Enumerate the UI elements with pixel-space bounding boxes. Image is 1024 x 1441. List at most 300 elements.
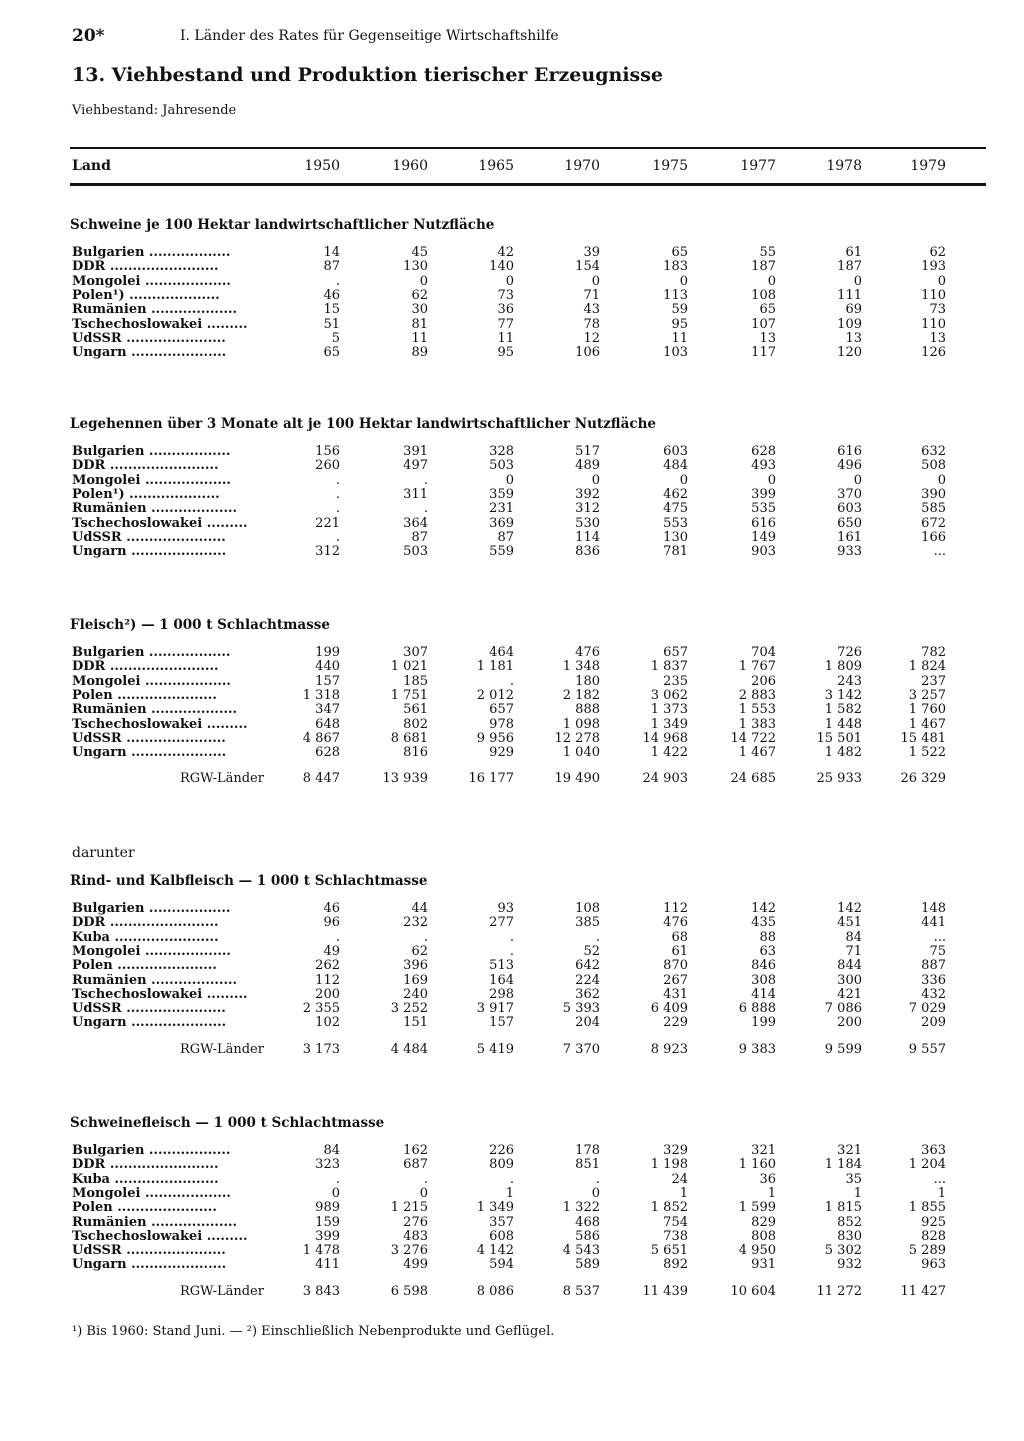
table-cell: 642 — [575, 958, 600, 974]
table-cell: 809 — [489, 1157, 514, 1173]
table-cell: 616 — [751, 515, 776, 531]
table-cell: 307 — [403, 645, 428, 660]
table-cell: 1 021 — [390, 659, 428, 675]
table-cell: 140 — [489, 259, 514, 275]
row-label: Polen ...................... — [72, 688, 217, 703]
table-cell: 8 681 — [390, 730, 428, 746]
table-cell: 312 — [315, 544, 340, 560]
table-cell: 489 — [575, 458, 600, 474]
row-label: DDR ........................ — [72, 459, 219, 474]
table-cell: 0 — [679, 472, 688, 488]
table-cell: 300 — [837, 972, 862, 988]
table-cell: 390 — [921, 486, 946, 502]
total-row — [0, 1285, 1024, 1299]
table-cell: 4 142 — [476, 1243, 514, 1259]
total-row — [0, 1043, 1024, 1057]
table-cell: 559 — [489, 544, 514, 560]
total-cell: 24 685 — [730, 771, 776, 787]
table-cell: 7 029 — [908, 1001, 946, 1017]
table-cell: 110 — [921, 316, 946, 332]
row-label: Mongolei ................... — [72, 944, 231, 959]
table-cell: 15 501 — [816, 730, 862, 746]
table-cell: 432 — [921, 986, 946, 1002]
table-cell: 200 — [837, 1015, 862, 1031]
table-cell: 0 — [505, 472, 514, 488]
table-cell: 204 — [575, 1015, 600, 1031]
table-cell: 221 — [315, 515, 340, 531]
row-label: Kuba ....................... — [72, 1172, 219, 1187]
table-cell: 887 — [921, 958, 946, 974]
table-cell: 311 — [403, 486, 428, 502]
table-cell: 298 — [489, 986, 514, 1002]
row-label: DDR ........................ — [72, 660, 219, 675]
table-row — [0, 1144, 1024, 1158]
table-cell: 1 852 — [650, 1200, 688, 1216]
table-row — [0, 703, 1024, 717]
table-cell: 1 855 — [908, 1200, 946, 1216]
row-label: UdSSR ...................... — [72, 331, 226, 346]
row-label: Bulgarien .................. — [72, 902, 231, 916]
table-row — [0, 517, 1024, 531]
table-cell: 628 — [751, 444, 776, 459]
table-cell: 11 — [497, 330, 514, 346]
table-cell: 414 — [751, 986, 776, 1002]
total-cell: 24 903 — [642, 771, 688, 787]
table-cell: 359 — [489, 486, 514, 502]
table-cell: 169 — [403, 972, 428, 988]
table-cell: 1 824 — [908, 659, 946, 675]
row-label: Mongolei ................... — [72, 473, 231, 488]
table-cell: 62 — [929, 245, 946, 260]
table-cell: 226 — [489, 1143, 514, 1158]
table-cell: 1 478 — [302, 1243, 340, 1259]
table-cell: 117 — [751, 345, 776, 361]
table-cell: 589 — [575, 1257, 600, 1273]
table-cell: 1 373 — [650, 702, 688, 718]
row-label: Rumänien ................... — [72, 502, 238, 517]
table-cell: 687 — [403, 1157, 428, 1173]
row-label: Polen¹) .................... — [72, 487, 220, 502]
row-label: Rumänien ................... — [72, 703, 238, 718]
table-cell: 830 — [837, 1228, 862, 1244]
table-cell: 892 — [663, 1257, 688, 1273]
row-label: Tschechoslowakei ......... — [72, 516, 248, 531]
table-cell: 888 — [575, 702, 600, 718]
table-cell: 65 — [759, 302, 776, 318]
total-cell: 19 490 — [554, 771, 600, 787]
table-cell: 49 — [323, 943, 340, 959]
total-cell: 4 484 — [390, 1041, 428, 1057]
table-row — [0, 445, 1024, 459]
table-cell: 464 — [489, 645, 514, 660]
table-cell: 925 — [921, 1214, 946, 1230]
table-cell: 704 — [751, 645, 776, 660]
table-row — [0, 746, 1024, 760]
table-cell: 0 — [767, 273, 776, 289]
section-title: Legehennen über 3 Monate alt je 100 Hektar landwirtschaftlicher Nutzfläche — [70, 416, 656, 432]
table-cell: 484 — [663, 458, 688, 474]
table-cell: 431 — [663, 986, 688, 1002]
table-cell: 0 — [419, 273, 428, 289]
table-cell: 14 968 — [642, 730, 688, 746]
table-cell: . — [335, 1171, 340, 1187]
table-cell: 103 — [663, 345, 688, 361]
table-cell: 836 — [575, 544, 600, 560]
table-cell: . — [335, 273, 340, 289]
table-cell: 1 181 — [476, 659, 514, 675]
table-cell: 142 — [837, 901, 862, 916]
table-cell: 157 — [489, 1015, 514, 1031]
table-cell: 931 — [751, 1257, 776, 1273]
table-cell: 62 — [411, 287, 428, 303]
table-cell: 2 883 — [738, 687, 776, 703]
table-cell: 267 — [663, 972, 688, 988]
row-label: Rumänien ................... — [72, 1215, 238, 1230]
table-cell: 71 — [583, 287, 600, 303]
table-cell: 963 — [921, 1257, 946, 1273]
table-cell: 754 — [663, 1214, 688, 1230]
column-head-year: 1950 — [304, 158, 340, 174]
table-cell: 95 — [671, 316, 688, 332]
table-cell: 1 467 — [738, 745, 776, 761]
total-cell: 9 383 — [738, 1041, 776, 1057]
table-cell: 13 — [759, 330, 776, 346]
table-cell: . — [335, 486, 340, 502]
table-cell: 262 — [315, 958, 340, 974]
table-cell: 88 — [759, 929, 776, 945]
table-row — [0, 988, 1024, 1002]
table-cell: 513 — [489, 958, 514, 974]
table-cell: 4 950 — [738, 1243, 776, 1259]
table-cell: 87 — [497, 529, 514, 545]
table-cell: 483 — [403, 1228, 428, 1244]
row-label: UdSSR ...................... — [72, 1244, 226, 1259]
row-label: Tschechoslowakei ......... — [72, 717, 248, 732]
table-cell: 68 — [671, 929, 688, 945]
table-row — [0, 260, 1024, 274]
table-cell: 52 — [583, 943, 600, 959]
total-cell: 6 598 — [390, 1283, 428, 1299]
table-cell: 185 — [403, 673, 428, 689]
table-cell: 130 — [403, 259, 428, 275]
column-head-land: Land — [72, 158, 111, 174]
row-label: Polen¹) .................... — [72, 288, 220, 303]
row-label: Bulgarien .................. — [72, 445, 231, 459]
table-cell: 5 651 — [650, 1243, 688, 1259]
table-cell: 65 — [671, 245, 688, 260]
table-cell: 0 — [853, 273, 862, 289]
table-row — [0, 916, 1024, 930]
table-cell: 535 — [751, 501, 776, 517]
table-cell: 441 — [921, 915, 946, 931]
row-label: Kuba ....................... — [72, 930, 219, 945]
table-cell: 929 — [489, 745, 514, 761]
section-prefix: darunter — [72, 845, 135, 861]
table-cell: 4 543 — [562, 1243, 600, 1259]
table-cell: 6 888 — [738, 1001, 776, 1017]
table-cell: 1 349 — [476, 1200, 514, 1216]
table-cell: 321 — [751, 1143, 776, 1158]
table-cell: 65 — [323, 345, 340, 361]
table-cell: 989 — [315, 1200, 340, 1216]
table-cell: 157 — [315, 673, 340, 689]
table-row — [0, 974, 1024, 988]
row-label: Tschechoslowakei ......... — [72, 987, 248, 1002]
column-head-year: 1965 — [478, 158, 514, 174]
table-title: 13. Viehbestand und Produktion tierischer Erzeugnisse — [72, 64, 664, 86]
table-cell: 1 040 — [562, 745, 600, 761]
table-cell: 1 349 — [650, 716, 688, 732]
column-head-year: 1978 — [826, 158, 862, 174]
table-cell: ... — [933, 544, 946, 560]
table-cell: 1 422 — [650, 745, 688, 761]
table-cell: 120 — [837, 345, 862, 361]
total-label: RGW-Länder — [180, 1284, 264, 1299]
table-cell: 323 — [315, 1157, 340, 1173]
table-cell: 3 917 — [476, 1001, 514, 1017]
table-cell: 73 — [929, 302, 946, 318]
column-head-year: 1975 — [652, 158, 688, 174]
table-cell: 370 — [837, 486, 862, 502]
table-cell: 476 — [575, 645, 600, 660]
column-head-year: 1979 — [910, 158, 946, 174]
total-cell: 5 419 — [476, 1041, 514, 1057]
table-cell: 530 — [575, 515, 600, 531]
table-row — [0, 275, 1024, 289]
table-cell: 496 — [837, 458, 862, 474]
table-cell: 1 198 — [650, 1157, 688, 1173]
table-cell: 594 — [489, 1257, 514, 1273]
table-row — [0, 502, 1024, 516]
table-row — [0, 459, 1024, 473]
table-cell: 1 522 — [908, 745, 946, 761]
table-cell: 1 098 — [562, 716, 600, 732]
table-cell: 5 302 — [824, 1243, 862, 1259]
table-cell: . — [335, 501, 340, 517]
table-cell: 148 — [921, 901, 946, 916]
table-cell: . — [595, 929, 600, 945]
table-row — [0, 732, 1024, 746]
table-cell: 1 751 — [390, 687, 428, 703]
table-cell: 308 — [751, 972, 776, 988]
total-cell: 9 557 — [908, 1041, 946, 1057]
table-cell: 71 — [845, 943, 862, 959]
table-cell: 399 — [751, 486, 776, 502]
table-cell: 399 — [315, 1228, 340, 1244]
table-cell: 503 — [403, 544, 428, 560]
table-cell: 553 — [663, 515, 688, 531]
table-cell: 1 553 — [738, 702, 776, 718]
table-cell: 782 — [921, 645, 946, 660]
table-cell: 1 204 — [908, 1157, 946, 1173]
table-cell: 3 257 — [908, 687, 946, 703]
table-cell: 224 — [575, 972, 600, 988]
table-cell: 932 — [837, 1257, 862, 1273]
table-cell: 1 482 — [824, 745, 862, 761]
table-cell: 96 — [323, 915, 340, 931]
table-cell: 12 — [583, 330, 600, 346]
column-head-year: 1960 — [392, 158, 428, 174]
table-cell: 978 — [489, 716, 514, 732]
table-cell: 39 — [583, 245, 600, 260]
table-cell: 1 815 — [824, 1200, 862, 1216]
row-label: DDR ........................ — [72, 1158, 219, 1173]
row-label: Bulgarien .................. — [72, 646, 231, 660]
row-label: Tschechoslowakei ......... — [72, 1229, 248, 1244]
table-cell: 808 — [751, 1228, 776, 1244]
table-cell: 209 — [921, 1015, 946, 1031]
table-cell: 1 809 — [824, 659, 862, 675]
table-cell: . — [509, 673, 514, 689]
total-cell: 10 604 — [730, 1283, 776, 1299]
table-cell: 36 — [759, 1171, 776, 1187]
table-cell: 276 — [403, 1214, 428, 1230]
table-cell: 561 — [403, 702, 428, 718]
table-cell: 1 767 — [738, 659, 776, 675]
table-cell: 51 — [323, 316, 340, 332]
table-cell: 603 — [663, 444, 688, 459]
header-top-rule — [70, 147, 986, 149]
table-cell: 30 — [411, 302, 428, 318]
table-cell: 61 — [845, 245, 862, 260]
total-cell: 3 173 — [302, 1041, 340, 1057]
total-cell: 11 439 — [642, 1283, 688, 1299]
table-cell: 3 062 — [650, 687, 688, 703]
table-cell: 844 — [837, 958, 862, 974]
table-cell: 5 393 — [562, 1001, 600, 1017]
table-cell: 0 — [937, 273, 946, 289]
table-cell: 1 322 — [562, 1200, 600, 1216]
table-cell: 108 — [575, 901, 600, 916]
table-cell: 130 — [663, 529, 688, 545]
total-cell: 13 939 — [382, 771, 428, 787]
table-cell: 73 — [497, 287, 514, 303]
table-cell: 0 — [591, 273, 600, 289]
table-cell: 369 — [489, 515, 514, 531]
table-cell: 1 215 — [390, 1200, 428, 1216]
table-cell: 126 — [921, 345, 946, 361]
table-row — [0, 646, 1024, 660]
table-cell: 114 — [575, 529, 600, 545]
table-cell: 657 — [663, 645, 688, 660]
table-cell: 1 448 — [824, 716, 862, 732]
table-row — [0, 1230, 1024, 1244]
table-cell: 77 — [497, 316, 514, 332]
table-cell: 650 — [837, 515, 862, 531]
table-row — [0, 318, 1024, 332]
table-cell: 13 — [929, 330, 946, 346]
table-cell: 44 — [411, 901, 428, 916]
table-row — [0, 1173, 1024, 1187]
table-cell: 240 — [403, 986, 428, 1002]
section-title: Schweinefleisch — 1 000 t Schlachtmasse — [70, 1115, 385, 1131]
table-cell: 499 — [403, 1257, 428, 1273]
total-label: RGW-Länder — [180, 1042, 264, 1057]
total-cell: 11 272 — [816, 1283, 862, 1299]
table-row — [0, 660, 1024, 674]
table-cell: 6 409 — [650, 1001, 688, 1017]
table-cell: . — [335, 472, 340, 488]
table-cell: 149 — [751, 529, 776, 545]
table-cell: 0 — [505, 273, 514, 289]
table-row — [0, 1201, 1024, 1215]
table-cell: 632 — [921, 444, 946, 459]
row-label: Polen ...................... — [72, 959, 217, 974]
row-label: Ungarn ..................... — [72, 346, 227, 361]
table-row — [0, 303, 1024, 317]
total-cell: 7 370 — [562, 1041, 600, 1057]
table-cell: 828 — [921, 1228, 946, 1244]
table-cell: 84 — [845, 929, 862, 945]
table-row — [0, 1002, 1024, 1016]
table-cell: 7 086 — [824, 1001, 862, 1017]
table-cell: 851 — [575, 1157, 600, 1173]
table-cell: 61 — [671, 943, 688, 959]
table-cell: 1 837 — [650, 659, 688, 675]
table-cell: 187 — [837, 259, 862, 275]
row-label: Bulgarien .................. — [72, 246, 231, 260]
table-cell: 166 — [921, 529, 946, 545]
total-row — [0, 772, 1024, 786]
table-cell: 603 — [837, 501, 862, 517]
table-cell: 357 — [489, 1214, 514, 1230]
table-cell: 112 — [663, 901, 688, 916]
row-label: UdSSR ...................... — [72, 530, 226, 545]
table-cell: 12 278 — [554, 730, 600, 746]
table-row — [0, 1216, 1024, 1230]
table-cell: 648 — [315, 716, 340, 732]
table-cell: 231 — [489, 501, 514, 517]
table-cell: 199 — [751, 1015, 776, 1031]
table-row — [0, 488, 1024, 502]
table-cell: 738 — [663, 1228, 688, 1244]
total-label: RGW-Länder — [180, 772, 264, 787]
table-cell: 468 — [575, 1214, 600, 1230]
table-cell: 13 — [845, 330, 862, 346]
table-cell: 816 — [403, 745, 428, 761]
table-cell: 243 — [837, 673, 862, 689]
table-row — [0, 346, 1024, 360]
table-cell: 46 — [323, 287, 340, 303]
table-cell: 585 — [921, 501, 946, 517]
table-row — [0, 1258, 1024, 1272]
table-cell: 95 — [497, 345, 514, 361]
table-row — [0, 718, 1024, 732]
table-cell: 0 — [591, 472, 600, 488]
table-cell: 672 — [921, 515, 946, 531]
row-label: Ungarn ..................... — [72, 746, 227, 761]
row-label: DDR ........................ — [72, 916, 219, 931]
table-cell: ... — [933, 929, 946, 945]
table-cell: 1 — [767, 1185, 776, 1201]
table-cell: 0 — [767, 472, 776, 488]
table-cell: . — [423, 501, 428, 517]
table-cell: 336 — [921, 972, 946, 988]
table-cell: 237 — [921, 673, 946, 689]
table-cell: 159 — [315, 1214, 340, 1230]
table-cell: 462 — [663, 486, 688, 502]
table-cell: 1 760 — [908, 702, 946, 718]
table-cell: 363 — [921, 1143, 946, 1158]
table-cell: 846 — [751, 958, 776, 974]
table-row — [0, 289, 1024, 303]
table-cell: 112 — [315, 972, 340, 988]
table-cell: 110 — [921, 287, 946, 303]
table-cell: 46 — [323, 901, 340, 916]
table-cell: 503 — [489, 458, 514, 474]
table-cell: 63 — [759, 943, 776, 959]
table-cell: 200 — [315, 986, 340, 1002]
